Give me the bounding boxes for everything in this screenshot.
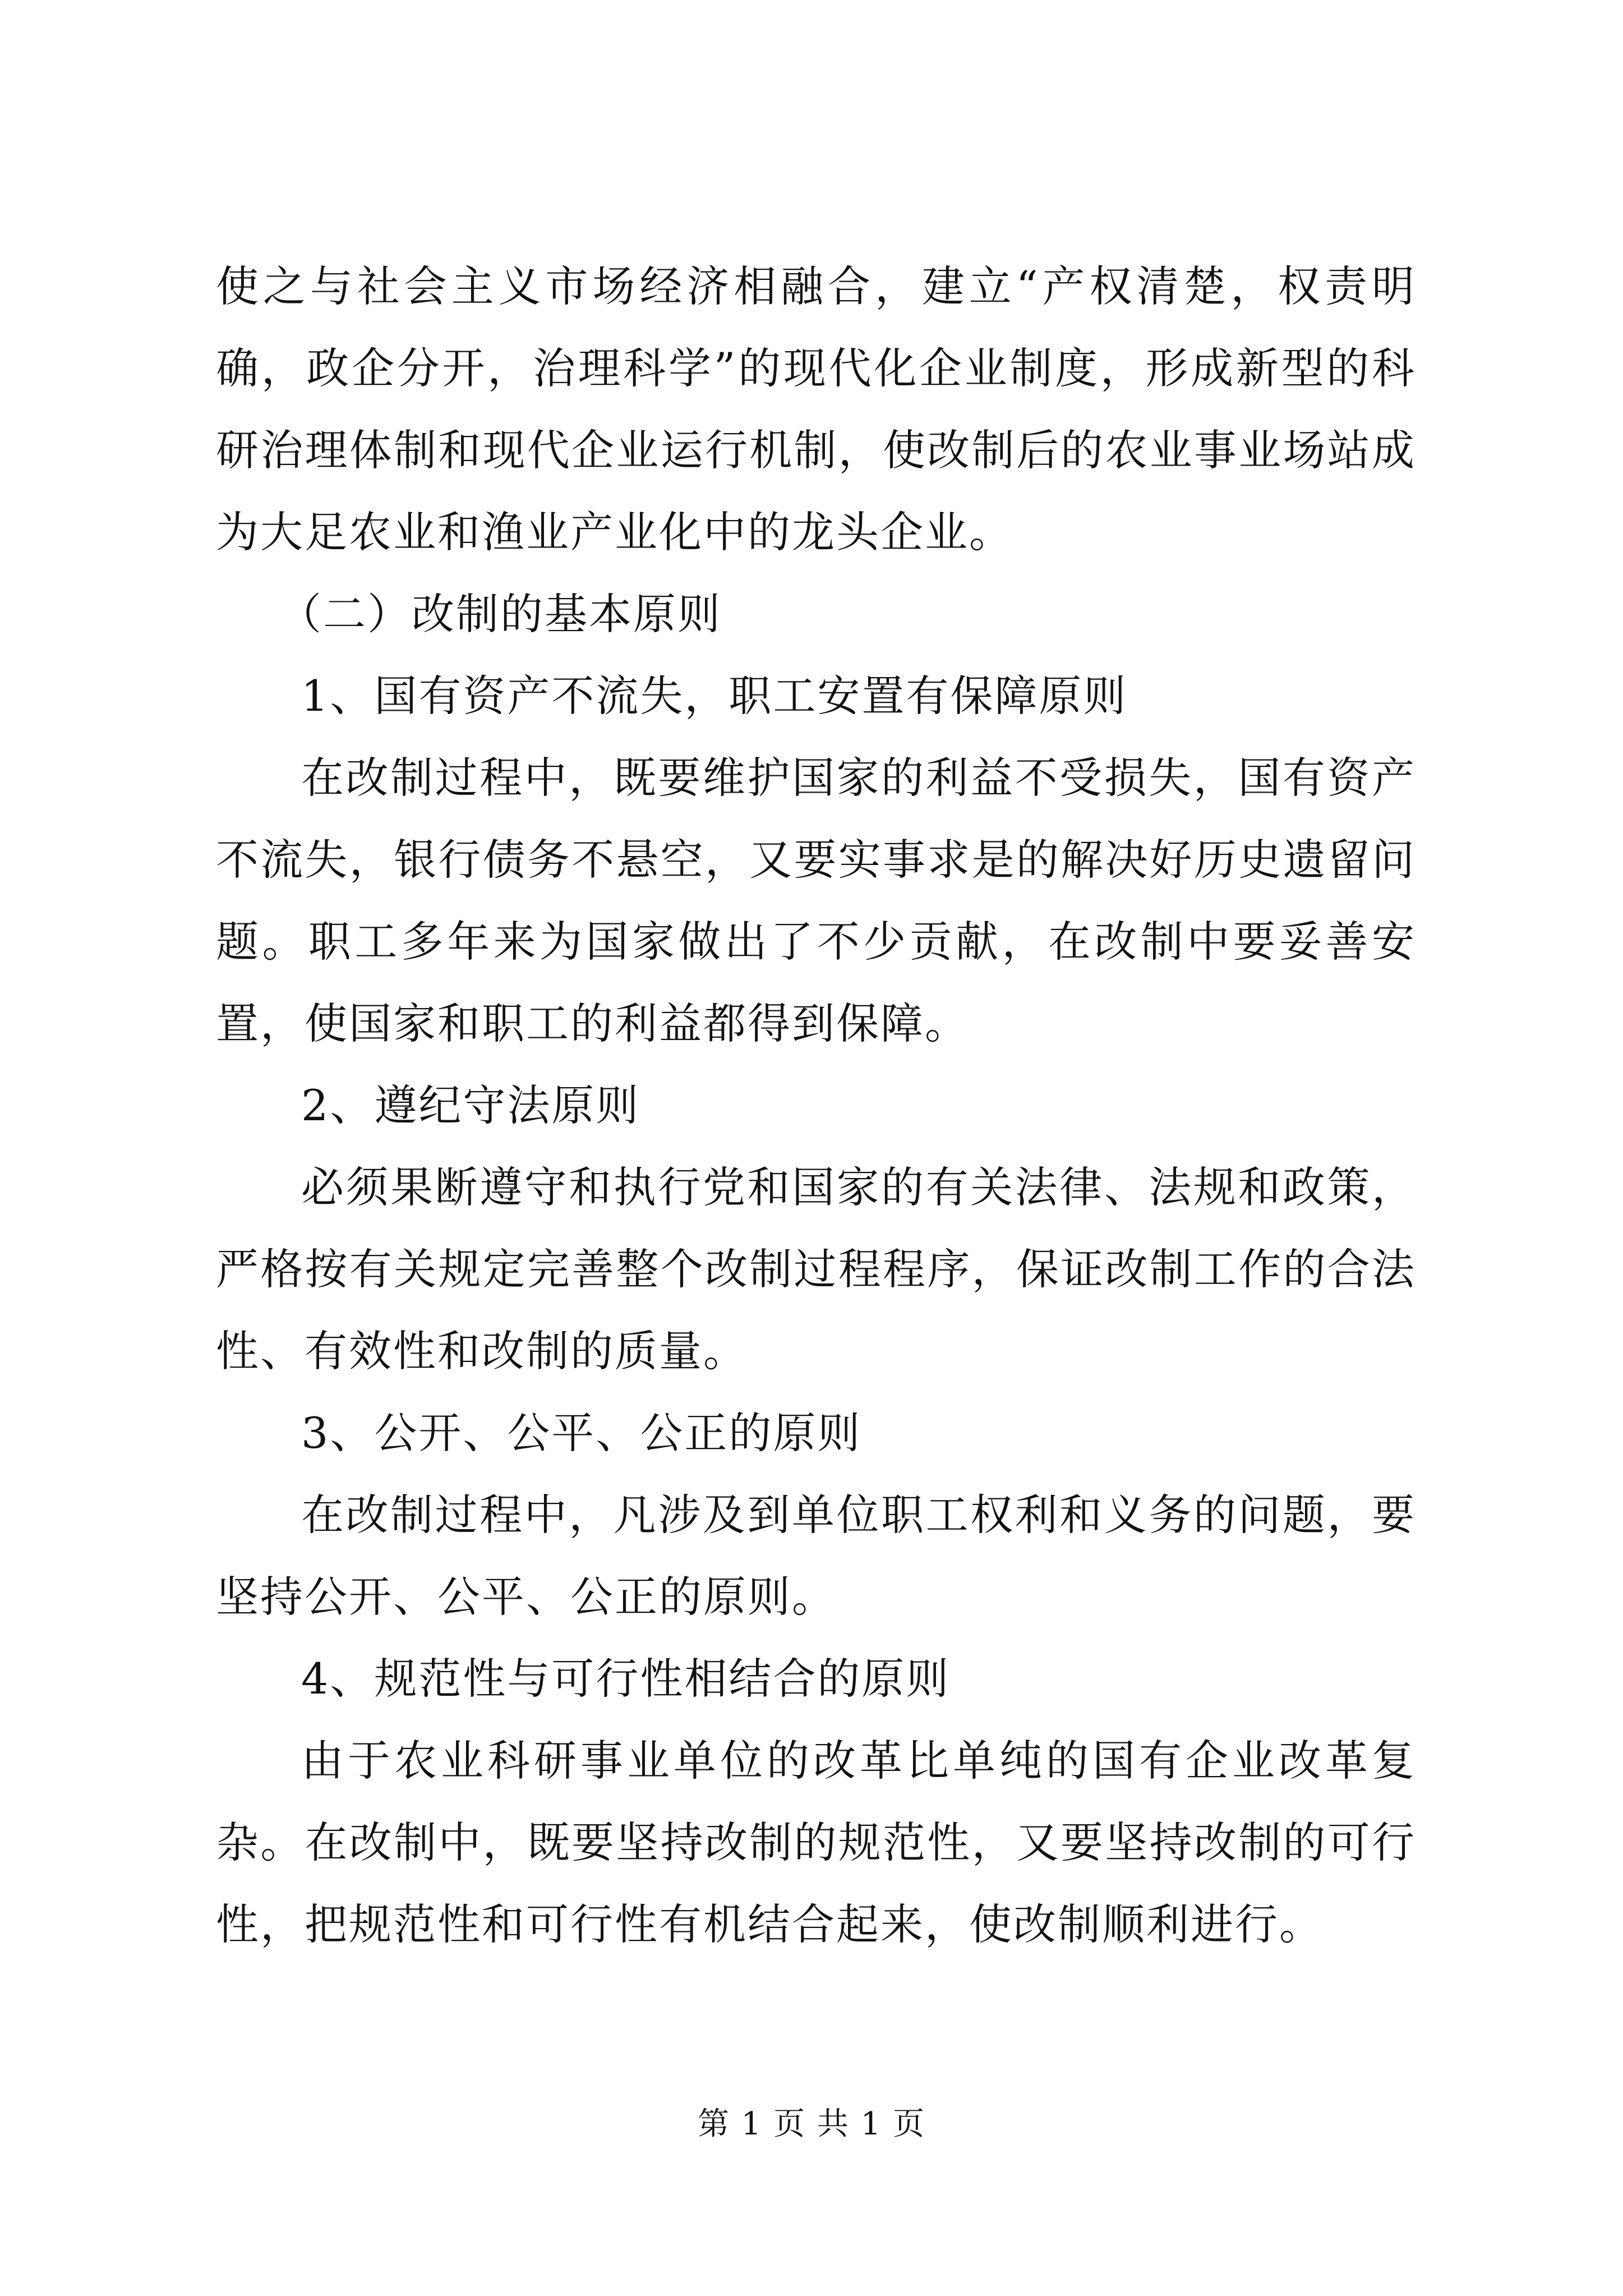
principle-body-2: 必须果断遵守和执行党和国家的有关法律、法规和政策，严格按有关规定完善整个改制过程程序，保证改制工作的合法性、有效性和改制的质量。 bbox=[216, 1162, 1416, 1376]
document-body bbox=[216, 246, 1416, 1966]
principle-heading-1: 1、国有资产不流失，职工安置有保障原则 bbox=[301, 671, 1128, 721]
principle-heading-4: 4、规范性与可行性相结合的原则 bbox=[301, 1654, 951, 1704]
principle-body-3: 在改制过程中，凡涉及到单位职工权利和义务的问题，要坚持公开、公平、公正的原则。 bbox=[216, 1490, 1416, 1622]
section-heading-basic-principles: （二）改制的基本原则 bbox=[279, 589, 722, 639]
principle-heading-2: 2、遵纪守法原则 bbox=[301, 1080, 640, 1130]
intro-paragraph: 使之与社会主义市场经济相融合，建立“产权清楚，权责明确，政企分开，治理科学”的现代化企业制度，形成新型的科研治理体制和现代企业运行机制，使改制后的农业事业场站成为大足农业和渔业产业化中的龙头企业。 bbox=[216, 261, 1416, 557]
principle-body-1: 在改制过程中，既要维护国家的利益不受损失，国有资产不流失，银行债务不悬空，又要实事求是的解决好历史遗留问题。职工多年来为国家做出了不少贡献，在改制中要妥善安置，使国家和职工的利益都得到保障。 bbox=[216, 753, 1416, 1048]
principle-heading-3: 3、公开、公平、公正的原则 bbox=[301, 1408, 862, 1458]
principle-body-4: 由于农业科研事业单位的改革比单纯的国有企业改革复杂。在改制中，既要坚持改制的规范性，又要坚持改制的可行性，把规范性和可行性有机结合起来，使改制顺利进行。 bbox=[216, 1736, 1416, 1949]
page-footer: 第 1 页 共 1 页 bbox=[697, 2106, 926, 2142]
